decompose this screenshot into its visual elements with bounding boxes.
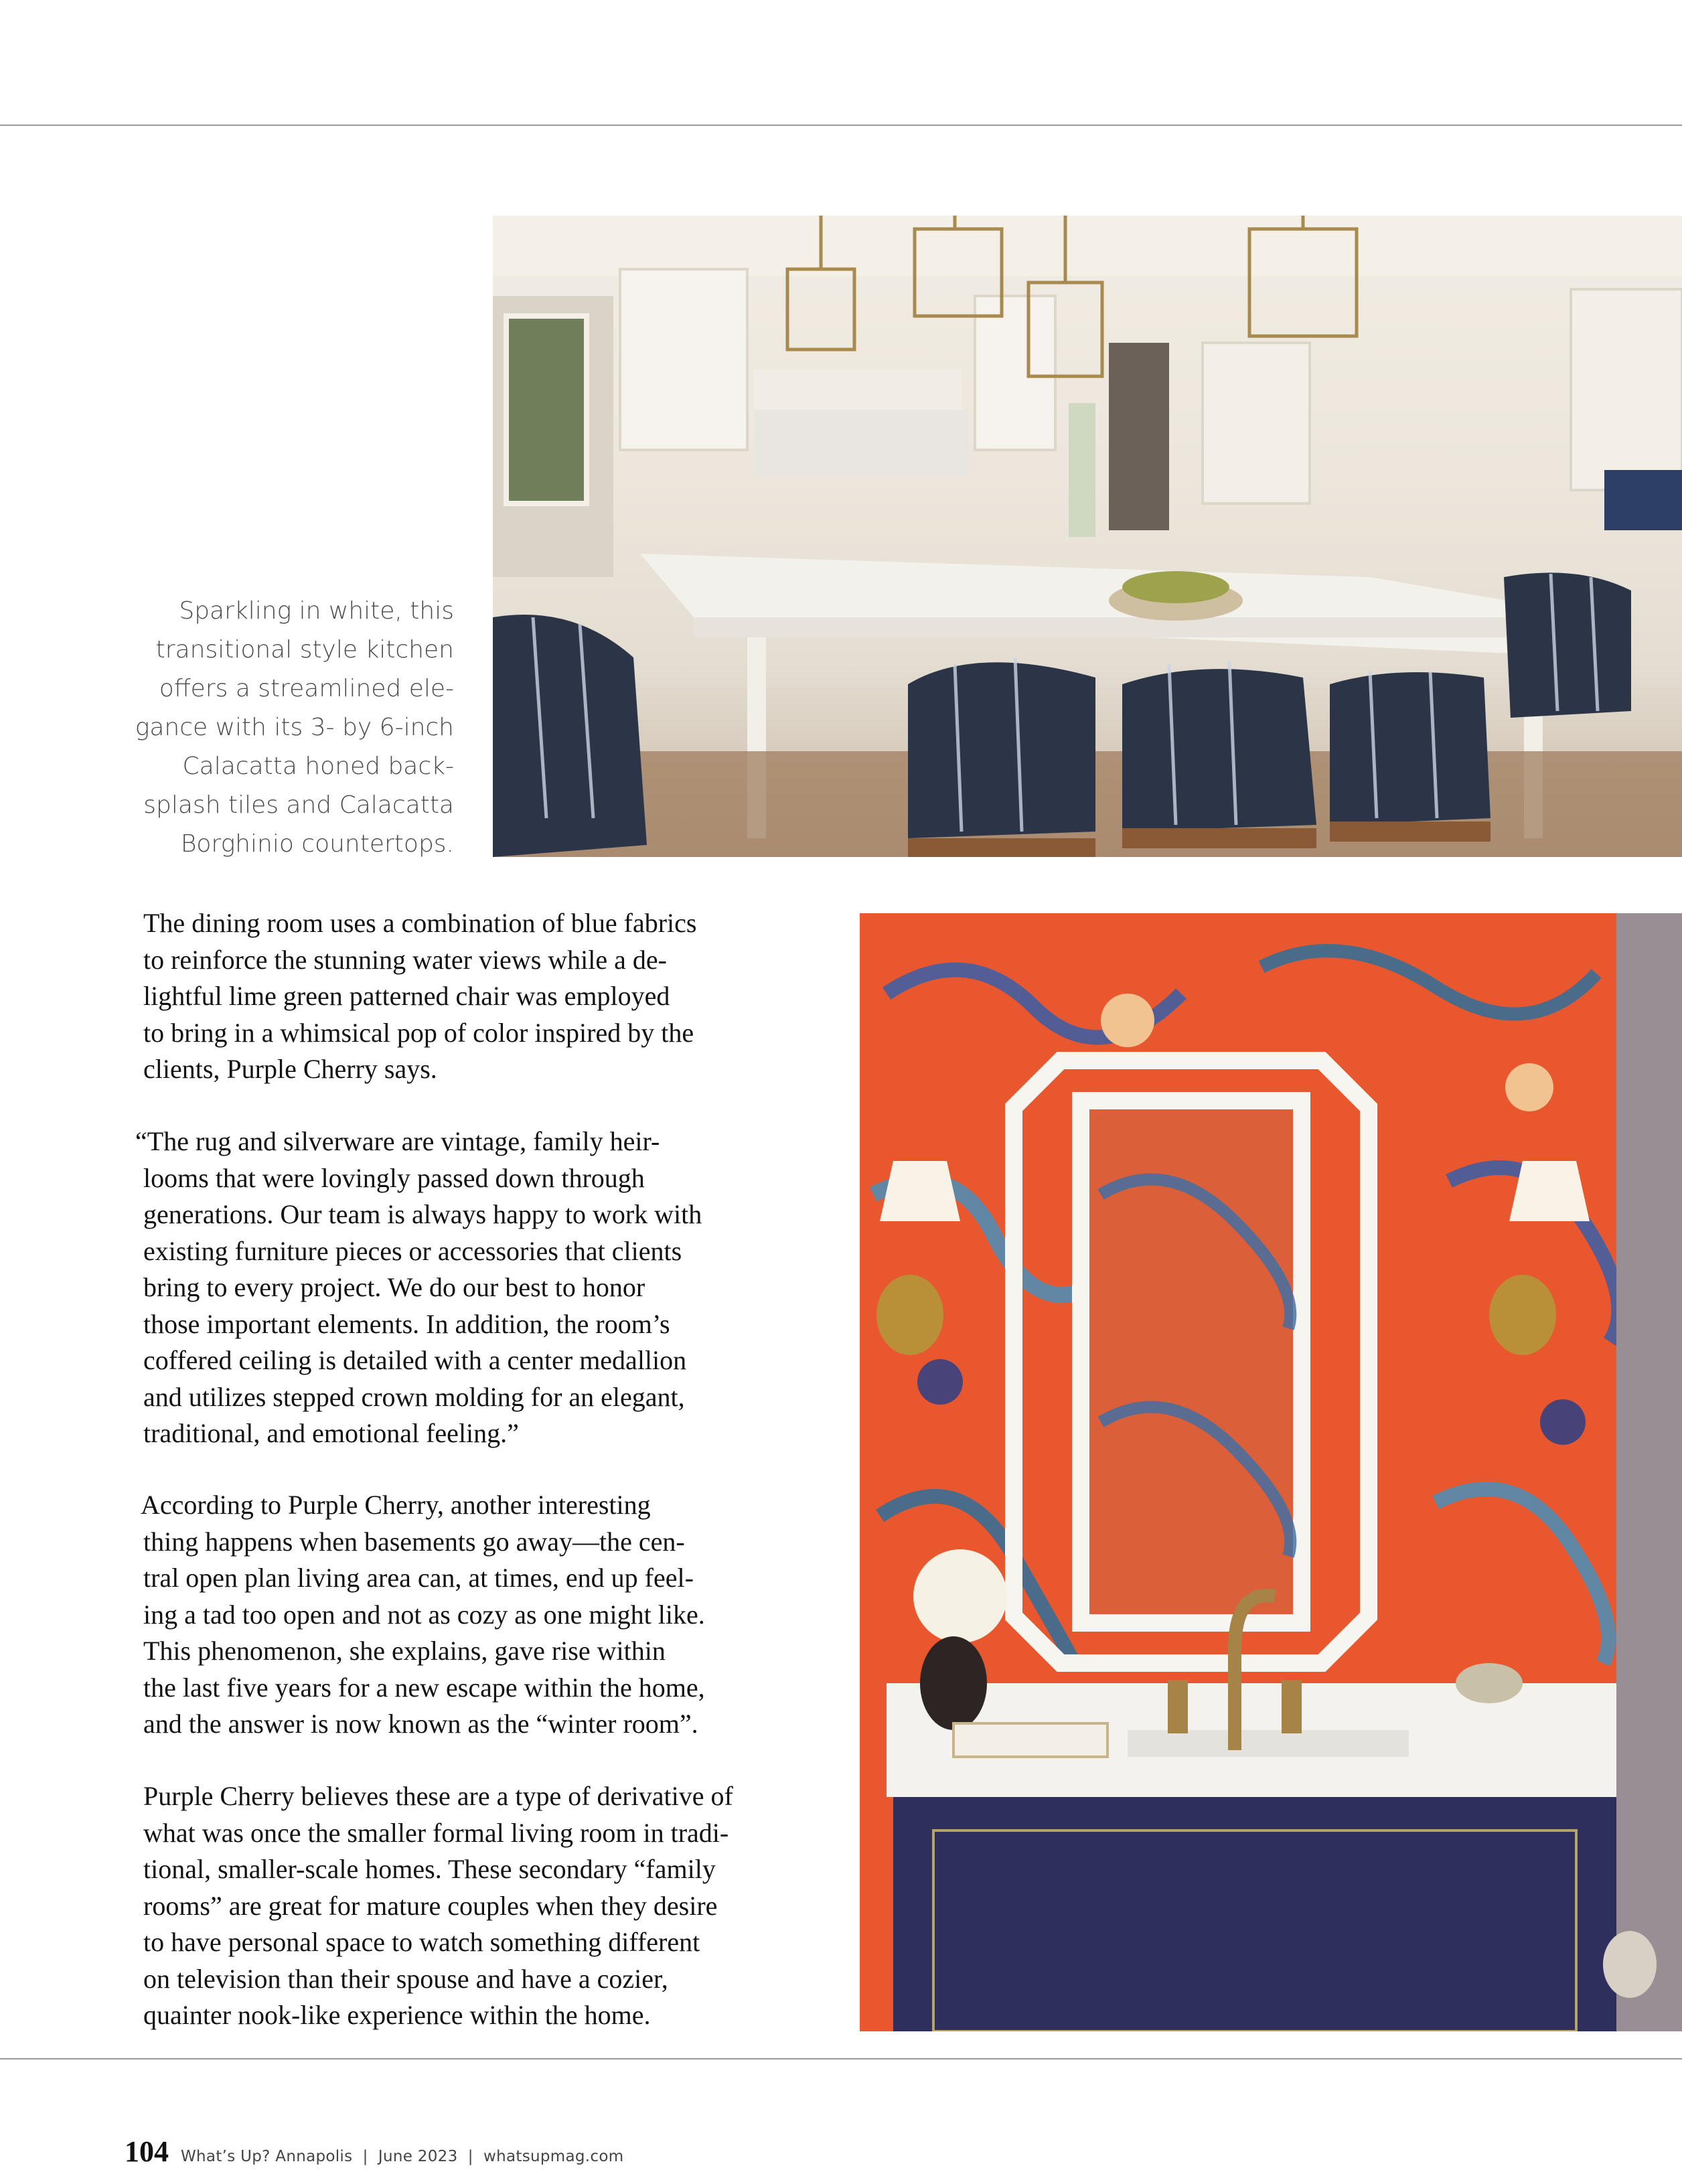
text-line: quainter nook-like experience within the home.: [143, 2000, 651, 2030]
caption-line: Borghinio countertops.: [180, 830, 454, 858]
text-line: to have personal space to watch something different: [143, 1927, 700, 1957]
text-line: and the answer is now known as the “winter room”.: [143, 1709, 698, 1739]
page-footer: [125, 2134, 623, 2169]
text-line: clients, Purple Cherry says.: [143, 1054, 437, 1084]
text-line: on television than their spouse and have a cozier,: [143, 1963, 668, 1994]
text-line: to reinforce the stunning water views while a de-: [143, 944, 667, 975]
text-line: generations. Our team is always happy to work with: [143, 1199, 702, 1229]
text-line: rooms” are great for mature couples when they desire: [143, 1890, 718, 1921]
text-line: bring to every project. We do our best to honor: [143, 1272, 645, 1302]
text-line: coffered ceiling is detailed with a center medallion: [143, 1345, 687, 1375]
text-line: “The rug and silverware are vintage, family heir-: [135, 1126, 660, 1156]
text-line: existing furniture pieces or accessories that clients: [143, 1235, 682, 1266]
paragraph-winter-room: [143, 1487, 799, 1743]
text-line: The dining room uses a combination of blue fabrics: [143, 908, 697, 938]
text-line: looms that were lovingly passed down through: [143, 1162, 645, 1193]
text-line: traditional, and emotional feeling.”: [143, 1418, 519, 1448]
text-line: those important elements. In addition, the room’s: [143, 1308, 670, 1339]
caption-line: offers a streamlined ele-: [159, 675, 454, 702]
kitchen-photo: [493, 216, 1682, 857]
text-line: tral open plan living area can, at times, end up feel-: [143, 1563, 694, 1593]
text-line: lightful lime green patterned chair was employed: [143, 981, 670, 1011]
bottom-rule: [0, 2058, 1682, 2059]
text-line: Purple Cherry believes these are a type of derivative of: [143, 1781, 733, 1811]
text-line: and utilizes stepped crown molding for an elegant,: [143, 1381, 685, 1412]
text-line: to bring in a whimsical pop of color inspired by the: [143, 1017, 694, 1048]
footer-publication-info: What’s Up? Annapolis | June 2023 | whatsupmag.com: [181, 2148, 624, 2165]
text-line: what was once the smaller formal living room in tradi-: [143, 1817, 729, 1848]
caption-line: gance with its 3- by 6-inch: [135, 714, 454, 741]
top-rule: [0, 125, 1682, 126]
caption-line: splash tiles and Calacatta: [143, 791, 454, 819]
text-line: the last five years for a new escape within the home,: [143, 1672, 705, 1703]
caption-line: transitional style kitchen: [155, 636, 454, 664]
caption-line: Sparkling in white, this: [179, 597, 454, 625]
photo-caption: [100, 592, 454, 864]
page-number: 104: [125, 2135, 169, 2168]
caption-line: Calacatta honed back-: [182, 753, 454, 780]
text-line: thing happens when basements go away—the cen-: [143, 1526, 685, 1557]
paragraph-dining-room: [143, 905, 799, 1088]
paragraph-family-rooms: [143, 1778, 799, 2034]
text-line: ing a tad too open and not as cozy as one might like.: [143, 1599, 705, 1630]
text-line: According to Purple Cherry, another interesting: [141, 1490, 651, 1520]
text-line: tional, smaller-scale homes. These secondary “family: [143, 1854, 716, 1884]
text-line: This phenomenon, she explains, gave rise within: [143, 1636, 666, 1666]
powder-room-photo: [860, 913, 1682, 2031]
paragraph-quote: [135, 1123, 799, 1452]
